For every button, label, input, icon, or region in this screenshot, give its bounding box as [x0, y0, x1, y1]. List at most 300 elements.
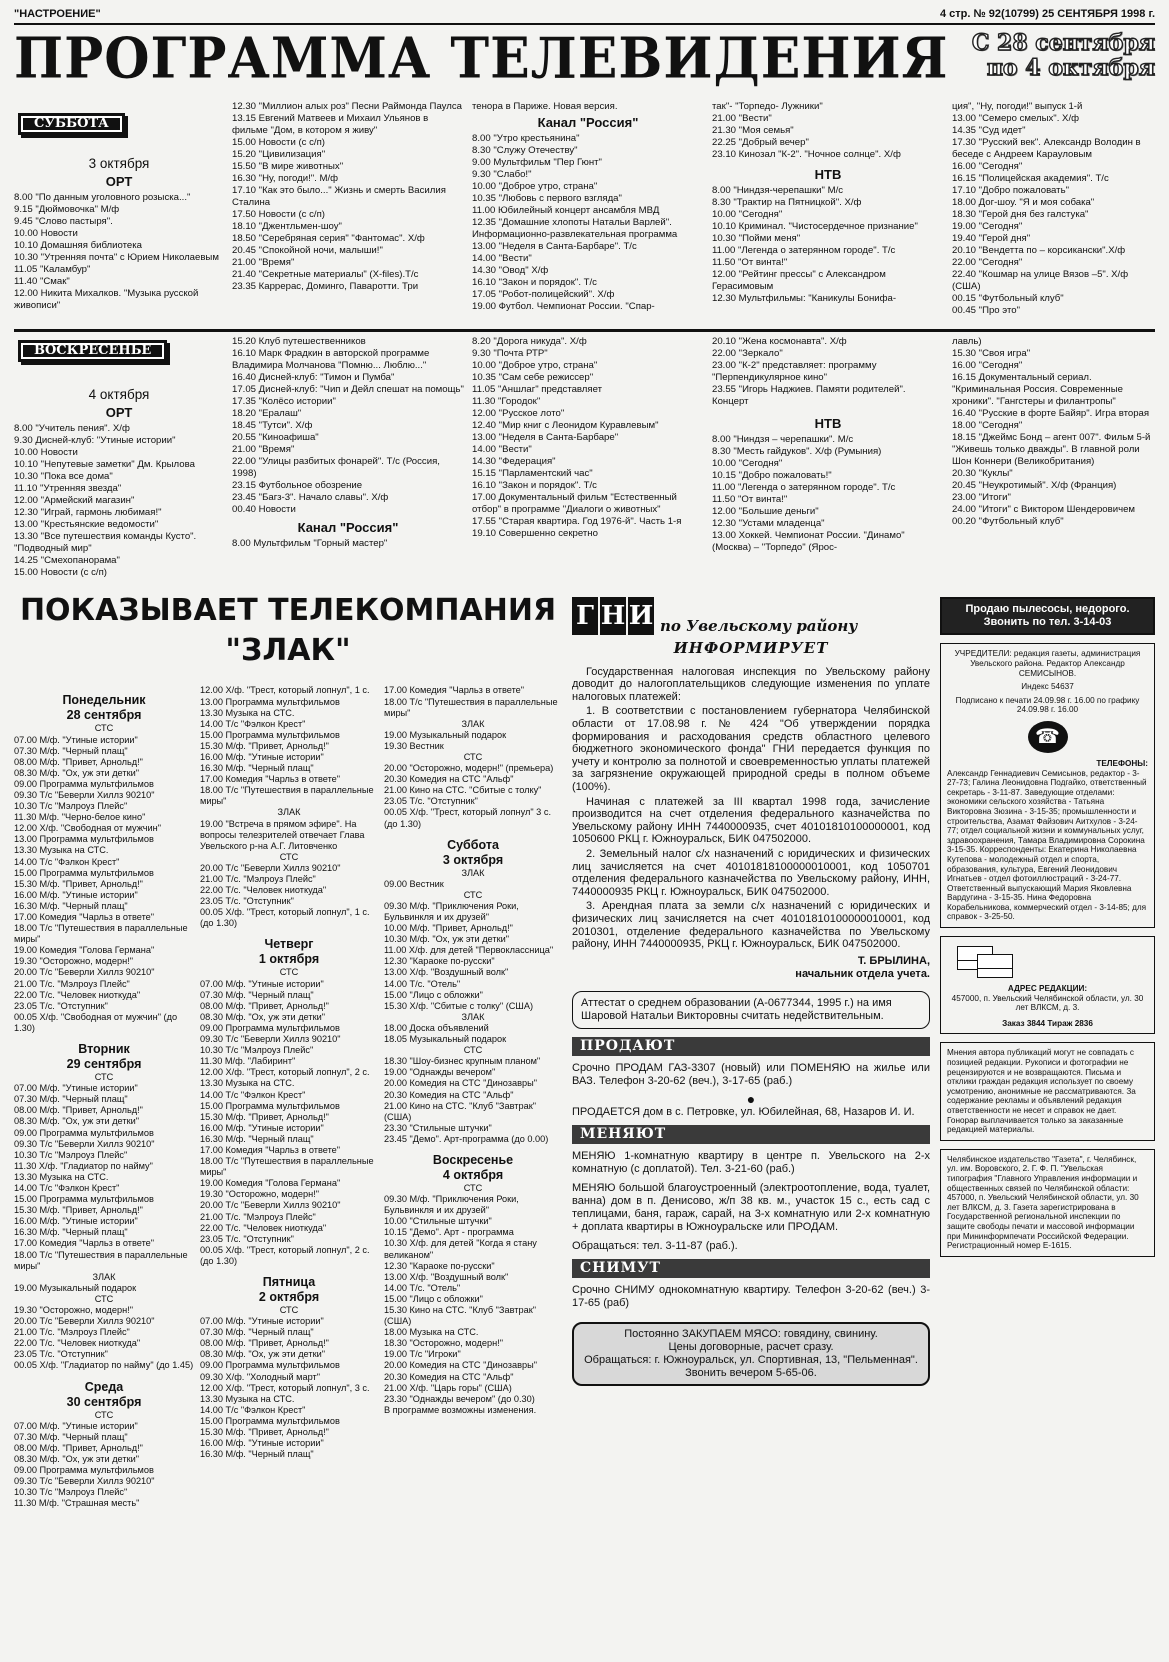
program-item: 13.00 Хоккей. Чемпионат России. "Динамо" (Москва) – "Торпедо" (Ярос-: [712, 530, 905, 554]
weekday-heading: Четверг: [264, 937, 314, 952]
program-item: 8.30 "Служу Отечеству": [472, 145, 578, 157]
program-item: 15.30 М/ф. "Привет, Арнольд!": [14, 878, 143, 889]
saturday-col3-head: [472, 101, 704, 113]
program-item: 10.30 Т/с "Мэлроуз Плейс": [14, 1149, 128, 1160]
program-item: лавль): [952, 336, 982, 348]
zlak-col-3: [384, 685, 562, 1509]
program-item: 23.05 Т/с. "Отступник": [14, 1000, 108, 1011]
program-item: 9.30 "Слабо!": [472, 169, 532, 181]
program-item: 14.00 Т/с "Фэлкон Крест": [200, 718, 306, 729]
program-item: 17.00 Комедия "Чарльз в ответе": [200, 774, 341, 785]
program-item: 12.00 Х/ф. "Трест, который лопнул", 1 с.: [200, 685, 370, 696]
program-item: 08.30 М/ф. "Ох, уж эти детки": [200, 1349, 325, 1360]
program-item: 19.00 Комедия "Голова Германа": [14, 945, 155, 956]
program-item: 11.50 "От винта!": [712, 257, 788, 269]
program-item: 17.10 "Как это было..." Жизнь и смерть Василия Сталина: [232, 185, 446, 209]
program-item: 20.00 Т/с "Беверли Хиллз 90210": [200, 862, 341, 873]
weekday-heading: Понедельник: [62, 693, 146, 708]
saturday-col-1: [14, 101, 224, 317]
program-item: 11.30 "Городок": [472, 396, 541, 408]
zlak-section: [14, 591, 562, 1509]
meat-ad-line: Цены договорные, расчет сразу.: [668, 1341, 834, 1353]
program-item: 19.40 "Герой дня": [952, 233, 1031, 245]
program-item: 09.30 М/ф. "Приключения Роки, Бульвинкля и их друзей": [384, 1194, 519, 1216]
channel-label: СТС: [463, 1182, 483, 1193]
sunday-col-5: [952, 336, 1155, 579]
saturday-col-5: [952, 101, 1155, 317]
program-item: 08.00 М/ф. "Привет, Арнольд!": [14, 1442, 143, 1453]
date-range-line1: С 28 сентября: [971, 30, 1155, 57]
program-item: 8.20 "Дорога никуда". Х/ф: [472, 336, 587, 348]
program-item: 10.10 Домашняя библиотека: [14, 240, 142, 252]
program-item: 19.30 "Осторожно, модерн!": [14, 956, 134, 967]
program-item: 16.00 "Сегодня": [952, 161, 1023, 173]
program-item: 23.05 Т/с. "Отступник": [14, 1349, 108, 1360]
program-item: 21.00 "Время": [232, 257, 295, 269]
program-item: 16.00 М/ф. "Утиные истории": [200, 1438, 324, 1449]
weekday-heading: Суббота: [447, 837, 499, 852]
right-column: [940, 591, 1155, 1509]
channel-label: СТС: [463, 751, 483, 762]
program-item: 16.10 Марк Фрадкин в авторской программе Владимира Молчанова "Помню... Люблю...": [232, 348, 430, 372]
program-item: 14.00 "Вести": [472, 253, 532, 265]
program-item: 09.30 Т/с "Беверли Хиллз 90210": [14, 1138, 155, 1149]
program-item: 11.00 Х/ф. для детей "Первоклассница": [384, 945, 554, 956]
gni-header: [572, 597, 930, 635]
disclaimer-box: [940, 1042, 1155, 1140]
program-item: 20.10 "Жена космонавта". Х/ф: [712, 336, 847, 348]
program-item: 23.45 "Демо". Арт-программа (до 0.00): [384, 1133, 549, 1144]
program-item: 8.00 "По данным уголовного розыска...": [14, 192, 191, 204]
program-item: 8.00 "Ниндзя – черепашки". М/с: [712, 434, 854, 446]
program-item: 13.30 Музыка на СТС.: [14, 845, 109, 856]
program-item: 17.05 "Робот-полицейский". Х/ф: [472, 289, 615, 301]
program-item: 09.00 Программа мультфильмов: [14, 778, 154, 789]
program-item: 20.00 Т/с "Беверли Хиллз 90210": [200, 1200, 341, 1211]
weekday-heading: 4 октября: [442, 1167, 504, 1182]
program-item: 15.00 "Лицо с обложки": [384, 1293, 483, 1304]
program-item: 11.50 "От винта!": [712, 494, 788, 506]
program-item: 08.30 М/ф. "Ох, уж эти детки": [14, 1453, 139, 1464]
program-item: 20.00 Т/с "Беверли Хиллз 90210": [14, 1316, 155, 1327]
program-item: 16.15 Документальный сериал. "Криминальная Россия. Современные хроники". "Гангстеры и филантропы": [952, 372, 1123, 408]
program-item: 9.00 Мультфильм "Пер Гюнт": [472, 157, 602, 169]
zlak-subtitle: "ЗЛАК": [225, 633, 351, 669]
program-item: 23.15 Футбольное обозрение: [232, 480, 363, 492]
program-item: 12.40 "Мир книг с Леонидом Куравлевым": [472, 420, 659, 432]
program-item: 19.00 Музыкальный подарок: [14, 1282, 137, 1293]
sell-ad: Срочно ПРОДАМ ГАЗ-3307 (новый) или ПОМЕНЯЮ на жилье или ВАЗ. Телефон 3-20-62 (веч.), 3-17-65 (раб.): [572, 1061, 930, 1087]
program-item: 17.35 "Колёсо истории": [232, 396, 336, 408]
program-item: 20.10 "Вендетта по – корсикански".Х/ф: [952, 245, 1126, 257]
channel-label: ЗЛАК: [277, 807, 301, 818]
program-item: 10.00 "Доброе утро, страна": [472, 181, 598, 193]
weekday-heading: Вторник: [78, 1042, 130, 1057]
program-item: 15.00 Программа мультфильмов: [200, 1415, 340, 1426]
program-item: 21.00 Т/с. "Мэлроуз Плейс": [14, 1327, 130, 1338]
channel-label: СТС: [94, 1293, 114, 1304]
program-item: 20.55 "Киноафиша": [232, 432, 319, 444]
program-item: 18.00 Т/с "Путешествия в параллельные миры": [200, 1156, 374, 1178]
program-item: 22.25 "Добрый вечер": [712, 137, 809, 149]
program-item: 15.00 Программа мультфильмов: [14, 1194, 154, 1205]
program-item: 00.05 Х/ф. "Трест, который лопнул" 3 с. (до 1.30): [384, 807, 551, 829]
program-item: 21.30 "Моя семья": [712, 125, 794, 137]
program-item: 20.30 Комедия на СТС "Альф": [384, 1371, 514, 1382]
program-item: 15.00 Программа мультфильмов: [200, 729, 340, 740]
program-item: 15.50 "В мире животных": [232, 161, 344, 173]
program-item: 13.30 Музыка на СТС.: [200, 1078, 295, 1089]
program-item: 09.30 Х/ф. "Холодный март": [200, 1371, 320, 1382]
program-item: 13.15 Евгений Матвеев и Михаил Ульянов в фильме "Дом, в котором я живу": [232, 113, 429, 137]
program-item: 16.10 "Закон и порядок". Т/с: [472, 480, 597, 492]
program-item: 17.00 Комедия "Чарльз в ответе": [14, 1238, 155, 1249]
weekday-heading: Пятница: [262, 1275, 316, 1289]
program-item: 13.00 "Неделя в Санта-Барбаре". Т/с: [472, 241, 637, 253]
program-item: 07.00 М/ф. "Утиные истории": [200, 1316, 324, 1327]
program-item: 16.00 М/ф. "Утиные истории": [200, 1122, 324, 1133]
printing-box: [940, 1149, 1155, 1257]
gni-logo-letter: Г: [572, 597, 598, 635]
sunday-channel-ort: ОРТ: [105, 405, 133, 421]
program-item: 13.30 "Все путешествия команды Кусто". "Подводный мир": [14, 531, 197, 555]
zlak-col-1: [14, 685, 194, 1509]
program-item: 17.05 Дисней-клуб: "Чип и Дейл спешат на помощь": [232, 384, 464, 396]
phone-icon: ☎: [1028, 721, 1068, 753]
weekday-heading: 3 октября: [442, 852, 504, 867]
printing-text: Челябинское издательство "Газета", г. Челябинск, ул. им. Воровского, 2. Г. Ф. П. "Увельская типография "Главного Управления информации и общественных связей по Челябинской области: 457000, п. Увельский Челябинской области, ул. 30 лет ВЛКСМ, д. 3. Газета зарегистрирована в Государственной региональной инспекции по защите свободы печати и массовой информации при Мининформпечати Российской Федерации. Регистрационный номер Е-1615.: [947, 1154, 1139, 1251]
gni-paragraph: Начиная с платежей за III квартал 1998 года, зачисление производится на счет отделения федерального казначейства по Увельскому району ИНН 7440000935, счет 40101810100000001, код 1050600 РКЦ г. Южноуральск, БИК 047502000.: [572, 795, 930, 846]
zlak-title: ПОКАЗЫВАЕТ ТЕЛЕКОМПАНИЯ: [19, 593, 557, 629]
program-item: 18.15 "Джеймс Бонд – агент 007". Фильм 5-й "Живешь только дважды". В главной роли Шон Коннери (Великобритания): [952, 432, 1151, 468]
program-item: 13.30 Музыка на СТС.: [200, 707, 295, 718]
program-item: 18.30 "Герой дня без галстука": [952, 209, 1089, 221]
sunday-col-4: [712, 336, 944, 579]
saturday-ort-list: [14, 192, 224, 312]
channel-label: СТС: [94, 1409, 114, 1420]
program-item: 16.40 Дисней-клуб: "Тимон и Пумба": [232, 372, 395, 384]
program-item: 18.00 Т/с "Путешествия в параллельные миры": [14, 1249, 188, 1271]
sunday-rossiya-list: [232, 538, 464, 550]
program-item: 10.00 Новости: [14, 228, 78, 240]
program-item: 15.00 Программа мультфильмов: [14, 867, 154, 878]
program-item: 17.00 Комедия "Чарльз в ответе": [14, 912, 155, 922]
swap-ad: МЕНЯЮ 1-комнатную квартиру в центре п. Увельского на 2-х комнатную (с доплатой). Тел. 3-21-60 (раб.): [572, 1149, 930, 1175]
saturday-ntv-list-2: [952, 101, 1155, 317]
program-item: 12.30 "Караоке по-русски": [384, 1260, 495, 1271]
program-item: 09.00 Программа мультфильмов: [14, 1127, 154, 1138]
program-item: 12.30 Мультфильмы: "Каникулы Бонифа-: [712, 293, 897, 305]
gni-paragraph: Государственная налоговая инспекция по Увельскому району доводит до налогоплательщиков следующие изменения по уплате налоговых платежей:: [572, 665, 930, 703]
saturday-ntv-list: [712, 185, 944, 305]
program-item: 12.00 "Русское лото": [472, 408, 565, 420]
program-item: 16.00 "Сегодня": [952, 360, 1023, 372]
signed-to-print: Подписано к печати 24.09.98 г. 16.00 по графику 24.09.98 г. 16.00: [955, 695, 1140, 715]
bottom-section: [14, 591, 1155, 1509]
program-item: 14.00 Т/с "Фэлкон Крест": [14, 1182, 120, 1193]
program-item: 09.00 Вестник: [384, 878, 444, 889]
date-range: [972, 29, 1155, 81]
address-title: АДРЕС РЕДАКЦИИ:: [1007, 984, 1088, 994]
program-item: 17.00 Документальный фильм "Естественный отбор" в программе "Диалоги о животных": [472, 492, 677, 516]
program-item: 20.00 Т/с "Беверли Хиллз 90210": [14, 967, 155, 978]
program-item: 16.30 М/ф. "Черный плащ": [200, 1133, 314, 1144]
channel-label: СТС: [94, 1072, 114, 1083]
program-item: 8.00 Мультфильм "Горный мастер": [232, 538, 388, 550]
sunday-col-2: [232, 336, 464, 579]
program-item: 19.30 "Осторожно, модерн!": [200, 1189, 320, 1200]
program-item: 11.30 М/ф. "Лабиринт": [200, 1056, 296, 1067]
program-item: 14.25 "Смехопанорама": [14, 555, 120, 567]
program-item: 14.00 Т/с "Фэлкон Крест": [200, 1089, 306, 1100]
program-item: 22.00 Т/с. "Человек ниоткуда": [14, 1338, 141, 1349]
program-item: 8.00 "Ниндзя-черепашки" М/с: [712, 185, 844, 197]
program-item: 16.00 М/ф. "Утиные истории": [14, 889, 138, 900]
program-item: 14.30 "Овод" Х/ф: [472, 265, 549, 277]
program-item: 11.30 М/ф. "Черно-белое кино": [14, 812, 146, 823]
program-item: 21.00 "Вести": [712, 113, 772, 125]
program-item: 09.00 Программа мультфильмов: [14, 1465, 154, 1476]
program-item: 17.00 Комедия "Чарльз в ответе": [384, 685, 525, 696]
program-item: 07.30 М/ф. "Черный плащ": [14, 1094, 128, 1105]
program-item: 18.00 Музыка на СТС.: [384, 1327, 479, 1338]
program-item: 19.00 Футбол. Чемпионат России. "Спар-: [472, 301, 655, 313]
sunday-ntv-list: [712, 434, 944, 554]
saturday-label: СУББОТА: [18, 113, 125, 135]
sell-header: ПРОДАЮТ: [572, 1037, 930, 1056]
program-item: 9.45 "Слово пастыря".: [14, 216, 113, 228]
gni-logo-letter: И: [628, 597, 654, 635]
gni-logo: [572, 597, 654, 635]
program-item: 17.10 "Добро пожаловать": [952, 185, 1069, 197]
program-item: 07.00 М/ф. "Утиные истории": [200, 978, 324, 989]
program-item: 12.30 "Миллион алых роз" Песни Раймонда Паулса: [232, 101, 463, 113]
program-item: 18.30 "Шоу-бизнес крупным планом": [384, 1056, 541, 1067]
gni-sign-name: Т. БРЫЛИНА,: [857, 954, 930, 967]
weekday-heading: 28 сентября: [66, 708, 142, 723]
program-item: 12.00 "Большие деньги": [712, 506, 819, 518]
phones-title: ТЕЛЕФОНЫ:: [1096, 758, 1148, 768]
gni-and-ads: [572, 591, 930, 1509]
program-item: 18.00 Т/с "Путешествия в параллельные миры": [384, 696, 558, 718]
program-item: 19.00 Т/с "Игроки": [384, 1349, 461, 1360]
address-text: 457000, п. Увельский Челябинской области, ул. 30 лет ВЛКСМ, д. 3.: [951, 993, 1144, 1013]
program-item: 12.00 "Рейтинг прессы" с Александром Герасимовым: [712, 269, 886, 293]
program-item: 18.30 "Осторожно, модерн!": [384, 1338, 504, 1349]
gni-inform: ИНФОРМИРУЕТ: [673, 639, 829, 658]
program-item: 8.30 "Месть гайдуков". Х/ф (Румыния): [712, 446, 882, 458]
zlak-col-2: [200, 685, 378, 1509]
program-item: 16.00 М/ф. "Утиные истории": [200, 751, 324, 762]
program-item: 20.00 Комедия на СТС "Динозавры": [384, 1078, 537, 1089]
program-item: 15.30 М/ф. "Привет, Арнольд!": [200, 1111, 329, 1122]
top-bar: [14, 8, 1155, 25]
program-item: 18.00 Т/с "Путешествия в параллельные миры": [14, 923, 188, 945]
program-item: 8.30 "Трактир на Пятницкой". Х/ф: [712, 197, 862, 209]
program-item: 17.00 Комедия "Чарльз в ответе": [200, 1144, 341, 1155]
program-item: 22.00 Т/с. "Человек ниоткуда": [200, 885, 327, 896]
program-item: 19.10 Совершенно секретно: [472, 528, 598, 540]
program-item: 07.30 М/ф. "Черный плащ": [200, 1327, 314, 1338]
program-item: 14.00 Т/с "Фэлкон Крест": [200, 1404, 306, 1415]
swap-ad: МЕНЯЮ большой благоустроенный (электроотопление, вода, туалет, ванна) дом в п. Денисово, ж/п 38 кв. м., участок 15 с., есть сад с теплицами, баня, гараж, сарай, на 3-х комнатную или 2-х комнатную + доплата квартиры в Южноуральске или ПРОДАМ.: [572, 1181, 930, 1233]
program-item: 10.15 "Добро пожаловать!": [712, 470, 832, 482]
program-item: 09.30 Т/с "Беверли Хиллз 90210": [200, 1034, 341, 1045]
program-item: 10.10 Криминал. "Чистосердечное признание": [712, 221, 918, 233]
gni-text: [572, 666, 930, 951]
program-item: 15.00 Программа мультфильмов: [200, 1100, 340, 1111]
program-item: 22.00 Т/с. "Человек ниоткуда": [200, 1222, 327, 1233]
program-item: 09.30 Т/с "Беверли Хиллз 90210": [14, 789, 155, 800]
page-title: ПРОГРАММА ТЕЛЕВИДЕНИЯ: [14, 25, 949, 92]
gni-logo-letter: Н: [600, 597, 626, 635]
weekday-heading: 29 сентября: [66, 1057, 142, 1072]
program-item: 07.30 М/ф. "Черный плащ": [14, 1431, 128, 1442]
sunday-rossiya-list-2: [472, 336, 704, 540]
program-item: 14.00 "Вести": [472, 444, 532, 456]
sunday-date: 4 октября: [88, 387, 150, 403]
issue-info: 4 стр. № 92(10799) 25 СЕНТЯБРЯ 1998 г.: [939, 8, 1155, 20]
channel-label: ЗЛАК: [461, 718, 485, 729]
program-item: (до 1.30): [200, 918, 238, 929]
program-item: 23.00 "Итоги": [952, 492, 1011, 504]
program-item: 15.30 М/ф. "Привет, Арнольд!": [200, 740, 329, 751]
program-item: 22.00 Т/с. "Человек ниоткуда": [14, 989, 141, 1000]
rent-ad: Срочно СНИМУ однокомнатную квартиру. Телефон 3-20-62 (веч.) 3-17-65 (раб): [572, 1284, 930, 1309]
program-item: 09.00 Программа мультфильмов: [200, 1360, 340, 1371]
program-item: 10.00 "Сегодня": [712, 209, 783, 221]
saturday-channel-ort: ОРТ: [105, 174, 133, 190]
program-item: 11.05 "Каламбур": [14, 264, 91, 276]
swap-ad: Обращаться: тел. 3-11-87 (раб.).: [572, 1239, 738, 1252]
program-item: 00.05 Х/ф. "Гладиатор по найму" (до 1.45): [14, 1360, 194, 1371]
program-item: тенора в Париже. Новая версия.: [472, 101, 618, 113]
program-item: 21.00 Т/с. "Мэлроуз Плейс": [200, 1211, 316, 1222]
channel-label: СТС: [279, 1305, 299, 1315]
program-item: 15.30 М/ф. "Привет, Арнольд!": [14, 1205, 143, 1216]
program-item: 07.00 М/ф. "Утиные истории": [14, 1420, 138, 1431]
program-item: 15.00 Новости (с с/п): [14, 567, 107, 579]
program-item: 18.50 "Серебряная серия" "Фантомас". Х/ф: [232, 233, 425, 245]
program-item: 9.15 "Дюймовочка" М/ф: [14, 204, 120, 216]
program-item: 9.30 "Почта РТР": [472, 348, 548, 360]
saturday-col-2: [232, 101, 464, 317]
program-item: 08.00 М/ф. "Привет, Арнольд!": [200, 1000, 329, 1011]
program-item: 08.00 М/ф. "Привет, Арнольд!": [14, 756, 143, 767]
program-item: 23.45 "Багз-3". Начало славы". Х/ф: [232, 492, 389, 504]
program-item: 07.00 М/ф. "Утиные истории": [14, 734, 138, 745]
program-item: 23.00 "К-2" представляет: программу "Перпендикулярное кино": [712, 360, 877, 384]
program-item: В программе возможны изменения.: [384, 1404, 537, 1415]
program-item: 20.30 Комедия на СТС "Альф": [384, 774, 514, 785]
program-item: 07.00 М/ф. "Утиные истории": [14, 1083, 138, 1094]
program-item: 17.55 "Старая квартира. Год 1976-й". Часть 1-я: [472, 516, 682, 528]
program-item: 12.30 "Играй, гармонь любимая!": [14, 507, 162, 519]
gni-paragraph: 3. Арендная плата за земли с/х назначений с юридических и физических лиц зачисляется на счет 40101810100000010001, код 2010301, отделение федерального казначейства по Увельскому району, ИНН 7440000935, РКЦ г. Южноуральск, БИК 047502000.: [572, 900, 930, 951]
program-item: 15.20 Клуб путешественников: [232, 336, 366, 348]
program-item: 13.00 "Крестьянские ведомости": [14, 519, 159, 531]
program-item: 21.40 "Секретные материалы" (X-files).Т/с: [232, 269, 419, 281]
program-item: 16.30 М/ф. "Черный плащ": [14, 1227, 128, 1238]
program-item: 18.00 "Сегодня": [952, 420, 1023, 432]
program-item: 15.30 Кино на СТС. "Клуб "Завтрак" (США): [384, 1305, 536, 1327]
sunday-label: ВОСКРЕСЕНЬЕ: [18, 340, 167, 362]
weekday-heading: 2 октября: [258, 1290, 320, 1304]
program-item: 08.30 М/ф. "Ох, уж эти детки": [14, 1116, 139, 1127]
program-item: 13.30 Музыка на СТС.: [200, 1393, 295, 1404]
program-item: 8.00 "Утро крестьянина": [472, 133, 580, 145]
program-item: 12.00 Х/ф. "Трест, который лопнул", 3 с.: [200, 1382, 370, 1393]
divider: [14, 329, 1155, 332]
imprint-box: [940, 643, 1155, 928]
program-item: 00.20 "Футбольный клуб": [952, 516, 1064, 528]
program-item: 14.35 "Суд идет": [952, 125, 1026, 137]
program-item: 21.00 "Время": [232, 444, 295, 456]
order-info: Заказ 3844 Тираж 2836: [1002, 1018, 1093, 1028]
saturday-col-4: [712, 101, 944, 317]
program-item: 8.00 "Учитель пения". Х/ф: [14, 423, 130, 435]
program-item: 07.30 М/ф. "Черный плащ": [14, 745, 128, 756]
program-item: 08.30 М/ф. "Ох, уж эти детки": [14, 767, 139, 778]
saturday-date: 3 октября: [88, 156, 150, 172]
program-item: 10.00 "Стильные штучки": [384, 1216, 492, 1227]
program-item: 08.00 М/ф. "Привет, Арнольд!": [200, 1338, 329, 1349]
program-item: 10.30 М/ф. "Ох, уж эти детки": [384, 934, 509, 945]
program-item: 23.05 Т/с. "Отступник": [384, 796, 478, 807]
program-item: 15.00 "Лицо с обложки": [384, 989, 483, 1000]
program-item: 22.40 "Кошмар на улице Вязов –5". Х/ф (США): [952, 269, 1129, 293]
program-item: 12.00 Х/ф. "Трест, который лопнул", 2 с.: [200, 1067, 370, 1078]
program-item: 11.00 Юбилейный концерт ансамбля МВД: [472, 205, 660, 217]
saturday-rossiya-list-2: [712, 101, 944, 161]
channel-label: СТС: [463, 1045, 483, 1056]
program-item: 23.05 Т/с. "Отступник": [200, 1233, 294, 1244]
program-item: 11.40 "Смак": [14, 276, 70, 288]
gni-sign-title: начальник отдела учета.: [795, 967, 930, 980]
channel-label: ЗЛАК: [461, 867, 485, 878]
program-item: 20.30 Комедия на СТС "Альф": [384, 1089, 514, 1100]
program-item: 21.00 Т/с. "Мэлроуз Плейс": [14, 978, 130, 989]
program-item: 07.30 М/ф. "Черный плащ": [200, 989, 314, 1000]
program-item: 19.00 "Однажды вечером": [384, 1067, 496, 1078]
program-item: 9.30 Дисней-клуб: "Утиные истории": [14, 435, 176, 447]
masthead: [14, 25, 1155, 97]
program-item: 22.00 "Сегодня": [952, 257, 1023, 269]
program-item: 20.00 "Осторожно, модерн!" (премьера): [384, 763, 554, 774]
program-item: 16.00 М/ф. "Утиные истории": [14, 1216, 138, 1227]
program-item: 11.10 "Утренняя звезда": [14, 483, 122, 495]
separator-dot: ●: [746, 1090, 756, 1107]
program-item: 12.30 "Устами младенца": [712, 518, 825, 530]
saturday-channel-rossiya: Канал "Россия": [537, 115, 639, 131]
sunday-block: [14, 336, 1155, 579]
phones-text: Александр Геннадиевич Семисынов, редактор - 3-27-73; Галина Леонидовна Подгайко, ответственный секретарь - 3-11-87. Заведующие отделами: экономики сельского хозяйства - Татьяна Викторовна Зюзина - 3-15-35; промышленности и строительства, Азамат Файзович Аитхулов - 3-24-77; отдел социальной жизни и коммунальных услуг, здравоохранения, Тамара Владимировна Сорокина 3-15-35. Корреспонденты: Екатерина Николаевна Кутепова - молодежный отдел и спорта, образования, культура, Евгений Леонидович Игнатьев - отдел фотоиллюстраций - 3-24-77. Ответственный выпускающий Мария Яковлевна Вардугина - 3-15-35. Нина Федоровна Корабельникова, коммерческий отдел - 3-14-85; для справок - 3-25-50.: [947, 768, 1147, 922]
program-item: 16.15 "Полицейская академия". Т/с: [952, 173, 1109, 185]
sunday-ort-list: [14, 423, 224, 579]
program-item: 00.15 "Футбольный клуб": [952, 293, 1064, 305]
gni-subtitle: по Увельскому району: [660, 617, 858, 636]
program-item: (до 1.30): [200, 1255, 238, 1266]
gni-paragraph: 2. Земельный налог с/х назначений с юридических и физических лиц зачисляется на счет 40101818100000010001, код 1050701 отделения федерального казначейства по Увельскому району, ИНН, 7440000935 РКЦ г. Южноуральск, БИК 047502000.: [572, 848, 930, 898]
program-item: 10.00 Новости: [14, 447, 78, 459]
program-item: 23.30 "Стильные штучки": [384, 1122, 492, 1133]
saturday-block: [14, 101, 1155, 317]
program-item: 13.00 Программа мультфильмов: [14, 834, 154, 845]
program-item: 12.30 "Караоке по-русски": [384, 956, 495, 967]
program-item: 10.00 "Доброе утро, страна": [472, 360, 598, 372]
founders: УЧРЕДИТЕЛИ: редакция газеты, администрация Увельского района. Редактор Александр СЕМИСЫНОВ.: [954, 649, 1141, 678]
program-item: 21.00 Кино на СТС. "Клуб "Завтрак" (США): [384, 1100, 536, 1122]
